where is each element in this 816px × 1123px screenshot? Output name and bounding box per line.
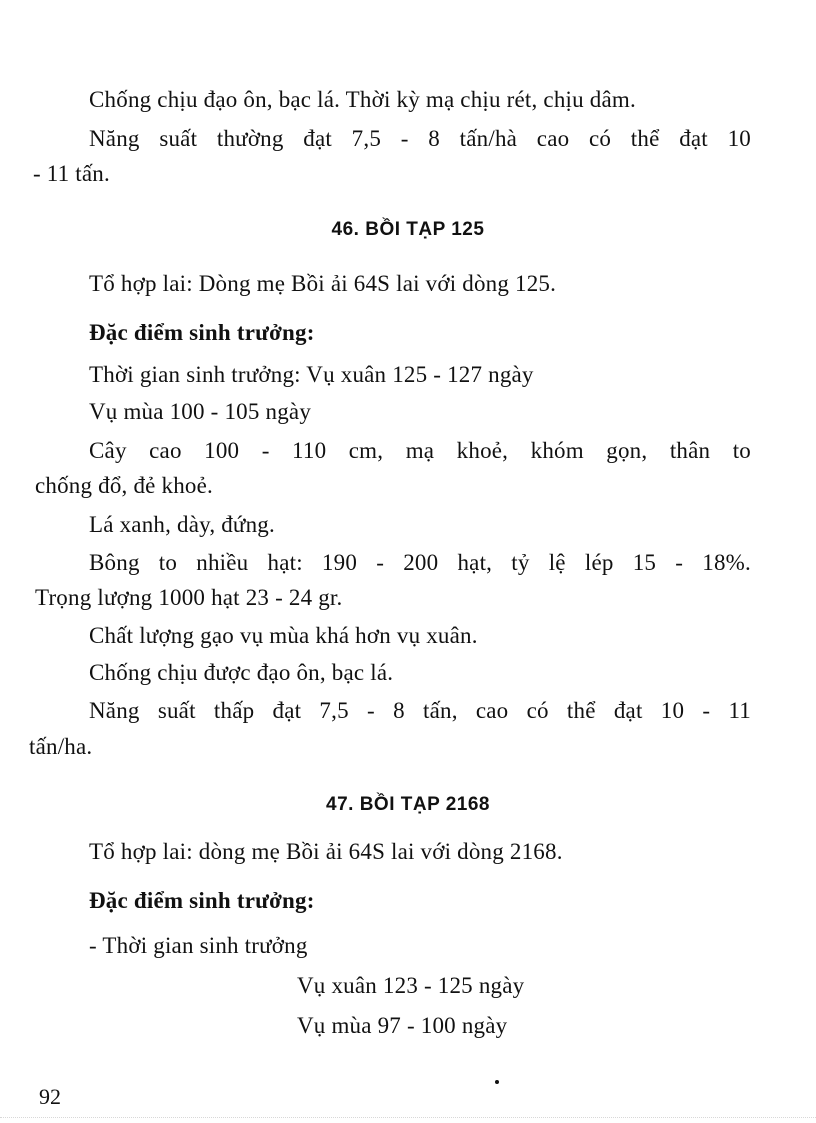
bottom-scan-edge xyxy=(0,1117,816,1118)
section-46-height-line-2: chống đổ, đẻ khoẻ. xyxy=(35,473,213,498)
section-46-yield-line-2: tấn/ha. xyxy=(29,734,93,759)
section-46-features-heading: Đặc điểm sinh trưởng: xyxy=(89,320,315,345)
paragraph-yield-line-2: - 11 tấn. xyxy=(33,161,110,186)
section-46-growth-time: Thời gian sinh trưởng: Vụ xuân 125 - 127 ngày xyxy=(89,362,534,387)
section-46-combo: Tổ hợp lai: Dòng mẹ Bồi ải 64S lai với dòng 125. xyxy=(89,271,557,296)
section-46-resistance: Chống chịu được đạo ôn, bạc lá. xyxy=(89,660,394,685)
section-47-features-heading: Đặc điểm sinh trưởng: xyxy=(89,888,315,913)
section-46-height-line-1: Cây cao 100 - 110 cm, mạ khoẻ, khóm gọn, thân to xyxy=(89,438,751,463)
section-46-yield-line-1: Năng suất thấp đạt 7,5 - 8 tấn, cao có thể đạt 10 - 11 xyxy=(89,698,751,723)
section-46-panicle-line-2: Trọng lượng 1000 hạt 23 - 24 gr. xyxy=(35,585,343,610)
section-47-growth-time-label: - Thời gian sinh trưởng xyxy=(89,933,308,958)
paragraph-resistance: Chống chịu đạo ôn, bạc lá. Thời kỳ mạ chịu rét, chịu dâm. xyxy=(89,87,636,112)
print-speck xyxy=(495,1080,499,1084)
section-47-title: 47. BỒI TẠP 2168 xyxy=(326,794,490,815)
section-47-mua-season: Vụ mùa 97 - 100 ngày xyxy=(297,1013,508,1038)
section-46-quality: Chất lượng gạo vụ mùa khá hơn vụ xuân. xyxy=(89,623,478,648)
paragraph-yield-line-1: Năng suất thường đạt 7,5 - 8 tấn/hà cao có thể đạt 10 xyxy=(89,126,751,151)
section-46-panicle-line-1: Bông to nhiều hạt: 190 - 200 hạt, tỷ lệ lép 15 - 18%. xyxy=(89,550,751,575)
section-46-title: 46. BỒI TẠP 125 xyxy=(331,219,485,240)
section-47-combo: Tổ hợp lai: dòng mẹ Bồi ải 64S lai với dòng 2168. xyxy=(89,839,563,864)
section-46-leaves: Lá xanh, dày, đứng. xyxy=(89,512,275,537)
section-46-mua-season: Vụ mùa 100 - 105 ngày xyxy=(89,399,312,424)
page-number: 92 xyxy=(39,1084,61,1109)
section-47-xuan-season: Vụ xuân 123 - 125 ngày xyxy=(297,973,525,998)
